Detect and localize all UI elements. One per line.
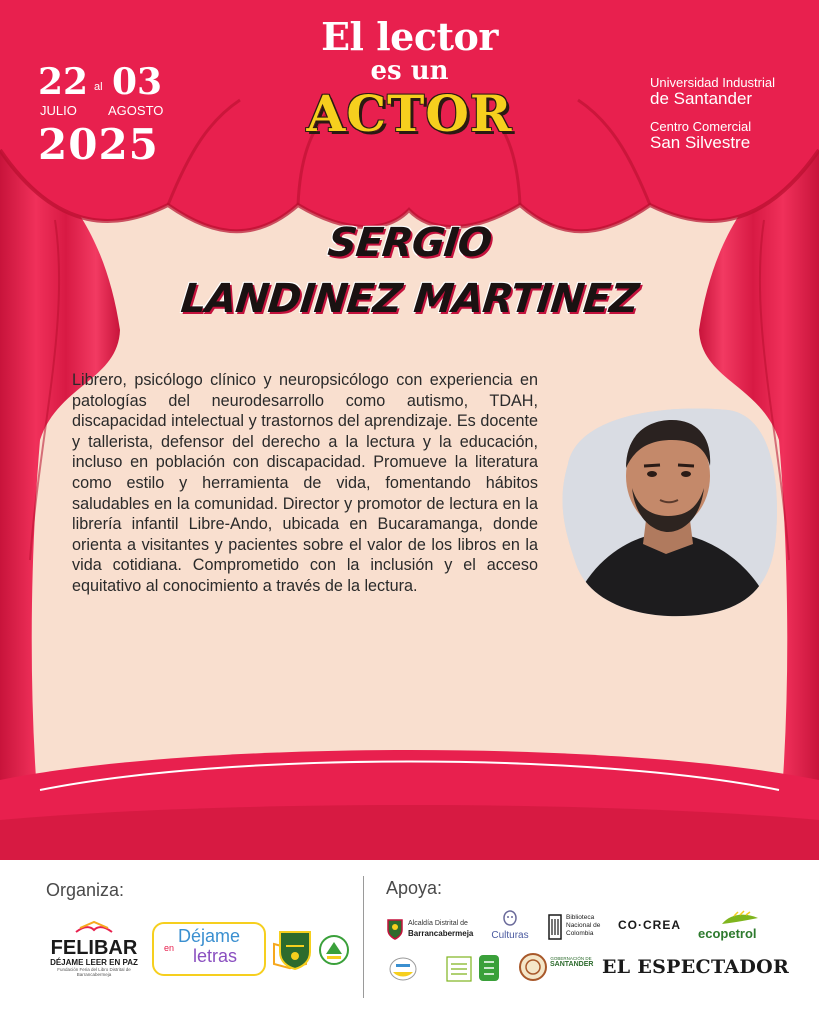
date-year: 2025	[38, 120, 159, 169]
gobernacion-santander-logo	[550, 956, 592, 982]
speaker-first-name: SERGIO	[325, 220, 494, 266]
event-title-line-3: ACTOR	[306, 84, 513, 143]
seal-badge-icon	[518, 952, 548, 982]
organiza-label: Organiza:	[46, 880, 125, 900]
biblioteca-nacional-logo	[548, 912, 612, 942]
school-shield-icon	[278, 930, 312, 970]
dejame-top: Déjame	[177, 926, 241, 946]
felibar-tagline: DÉJAME LEER EN PAZ	[50, 958, 138, 967]
dejame-bottom: letras	[192, 946, 237, 966]
speaker-bio: Librero, psicólogo clínico y neuropsicólogo con experiencia en patologías del neurodesarrollo como autismo, TDAH, discapacidad intelectual y trastornos del aprendizaje. Es docente y tallerista, defensor del derecho a la lectura y la educación, incluso en población con discapacidad. Promueve la literatura como estilo y herramienta de vida, fomentando hábitos saludables en la comunidad. Director y promotor de lectura en la librería infantil Libre-Ando, ubicada en Bucaramanga, donde orienta a visitantes y pacientes sobre el valor de los libros en la vida cotidiana. Comprometido con la inclusión y el acceso equitativo al conocimiento a través de la lectura.	[72, 371, 538, 595]
dejame-mid: en	[164, 943, 175, 953]
venue-mall-line2: San Silvestre	[650, 133, 751, 153]
venue-university-line2: de Santander	[650, 89, 753, 109]
alcaldia-line1: Alcaldía Distrital de	[408, 920, 468, 927]
felibar-name: FELIBAR	[50, 937, 138, 959]
coat-of-arms-icon	[386, 918, 404, 940]
school-emblem-icon	[318, 932, 350, 968]
biblioteca-line1: Biblioteca	[566, 914, 595, 921]
felibar-small: Fundación Feria del Libro Distrital de Barrancabermeja	[57, 967, 131, 977]
date-to-day: 03	[112, 61, 163, 103]
venue-mall	[650, 120, 751, 153]
apoya-label: Apoya:	[386, 878, 443, 898]
theater-mask-icon	[503, 910, 517, 926]
date-separator: al	[94, 81, 103, 93]
culturas-label: Culturas	[491, 930, 529, 941]
event-title-line-2: es un	[370, 56, 449, 86]
ecopetrol-logo	[696, 910, 784, 942]
university-badge-icon	[446, 956, 472, 982]
date-to-month: AGOSTO	[108, 103, 164, 118]
venue-mall-line1: Centro Comercial	[650, 119, 752, 134]
date-from-day: 22	[38, 61, 89, 103]
speaker-last-name: LANDINEZ MARTINEZ	[178, 276, 641, 322]
felibar-logo	[46, 918, 142, 986]
ecopetrol-label: ecopetrol	[698, 926, 757, 941]
culturas-logo	[486, 910, 534, 942]
venue-university	[650, 76, 775, 109]
date-from-month: JULIO	[40, 103, 77, 118]
el-espectador-logo: EL ESPECTADOR	[602, 956, 790, 978]
sanfelipe-badge-icon	[388, 956, 418, 982]
library-icon	[548, 914, 562, 940]
speaker-photo	[548, 404, 780, 620]
venue-university-line1: Universidad Industrial	[650, 75, 776, 90]
footer-divider	[363, 876, 364, 998]
gobernacion-line1: GOBERNACIÓN DE	[550, 956, 592, 961]
event-title-line-1: El lector	[321, 14, 498, 59]
alcaldia-line2: Barrancabermeja	[408, 929, 474, 938]
cocrea-logo: CO·CREA	[618, 918, 681, 932]
gobernacion-line2: SANTANDER	[550, 961, 594, 968]
dejame-en-letras-logo	[152, 922, 266, 976]
biblioteca-line2: Nacional de	[566, 922, 601, 929]
alcaldia-logo	[386, 914, 486, 944]
biblioteca-line3: Colombia	[566, 930, 594, 937]
green-badge-icon	[478, 954, 500, 982]
book-icon	[74, 918, 114, 934]
